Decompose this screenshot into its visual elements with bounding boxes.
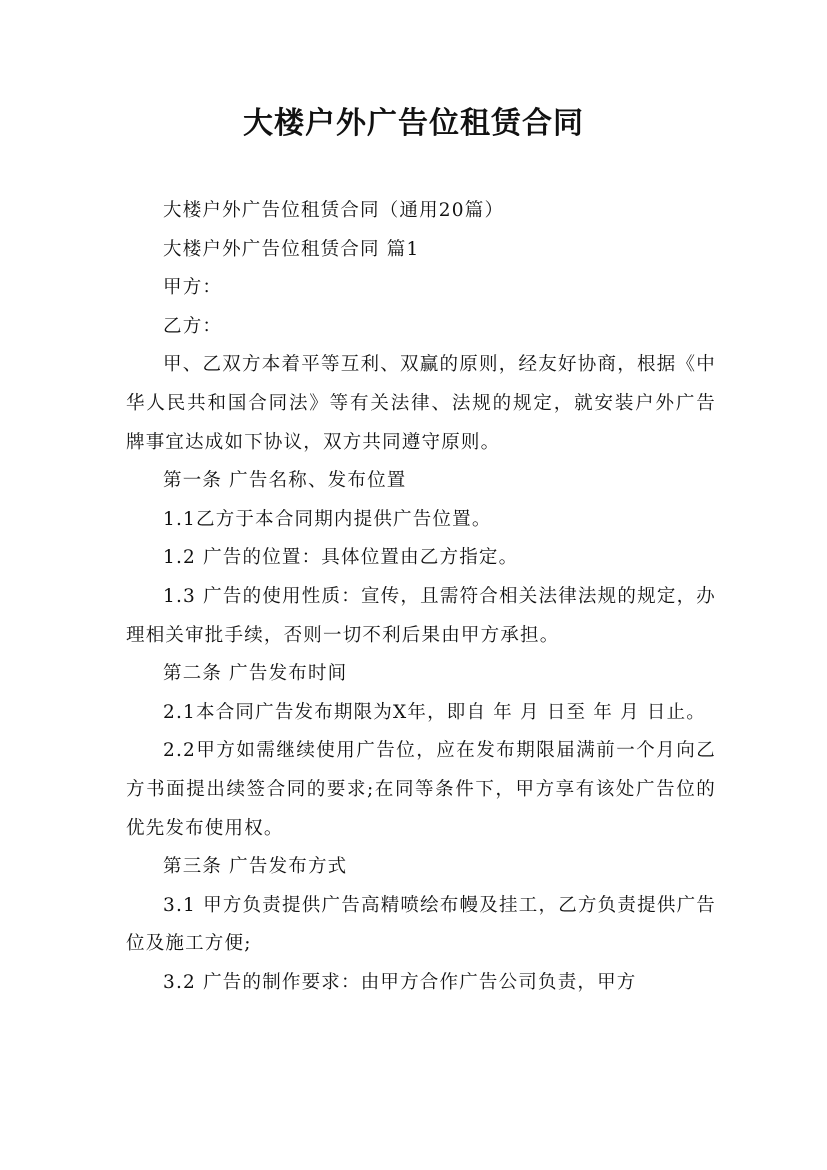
paragraph: 1.1乙方于本合同期内提供广告位置。 [163, 508, 492, 530]
section-heading: 第一条 广告名称、发布位置 [163, 470, 407, 492]
document-body [126, 192, 716, 1002]
paragraph: 大楼户外广告位租赁合同 篇1 [163, 238, 420, 260]
paragraph: 甲、乙双方本着平等互利、双赢的原则，经友好协商，根据《中华人民共和国合同法》等有关法律、法规的规定，就安装户外广告牌事宜达成如下协议，双方共同遵守原则。 [126, 354, 716, 453]
paragraph: 1.2 广告的位置：具体位置由乙方指定。 [163, 547, 519, 569]
section-heading: 第三条 广告发布方式 [163, 856, 348, 878]
paragraph: 乙方： [163, 315, 223, 337]
section-heading: 第二条 广告发布时间 [163, 663, 348, 685]
paragraph: 3.1 甲方负责提供广告高精喷绘布幔及挂工，乙方负责提供广告位及施工方便; [126, 894, 716, 955]
paragraph: 大楼户外广告位租赁合同（通用20篇） [163, 200, 505, 221]
paragraph: 3.2 广告的制作要求：由甲方合作广告公司负责，甲方 [163, 971, 637, 993]
paragraph: 2.2甲方如需继续使用广告位，应在发布期限届满前一个月向乙方书面提出续签合同的要求;在同等条件下，甲方享有该处广告位的优先发布使用权。 [126, 740, 716, 839]
paragraph: 1.3 广告的使用性质：宣传，且需符合相关法律法规的规定，办理相关审批手续，否则一切不利后果由甲方承担。 [126, 585, 716, 646]
paragraph: 2.1本合同广告发布期限为X年，即自 年 月 日至 年 月 日止。 [163, 701, 706, 723]
paragraph: 甲方： [163, 277, 223, 299]
document-title: 大楼户外广告位租赁合同 [243, 106, 584, 141]
